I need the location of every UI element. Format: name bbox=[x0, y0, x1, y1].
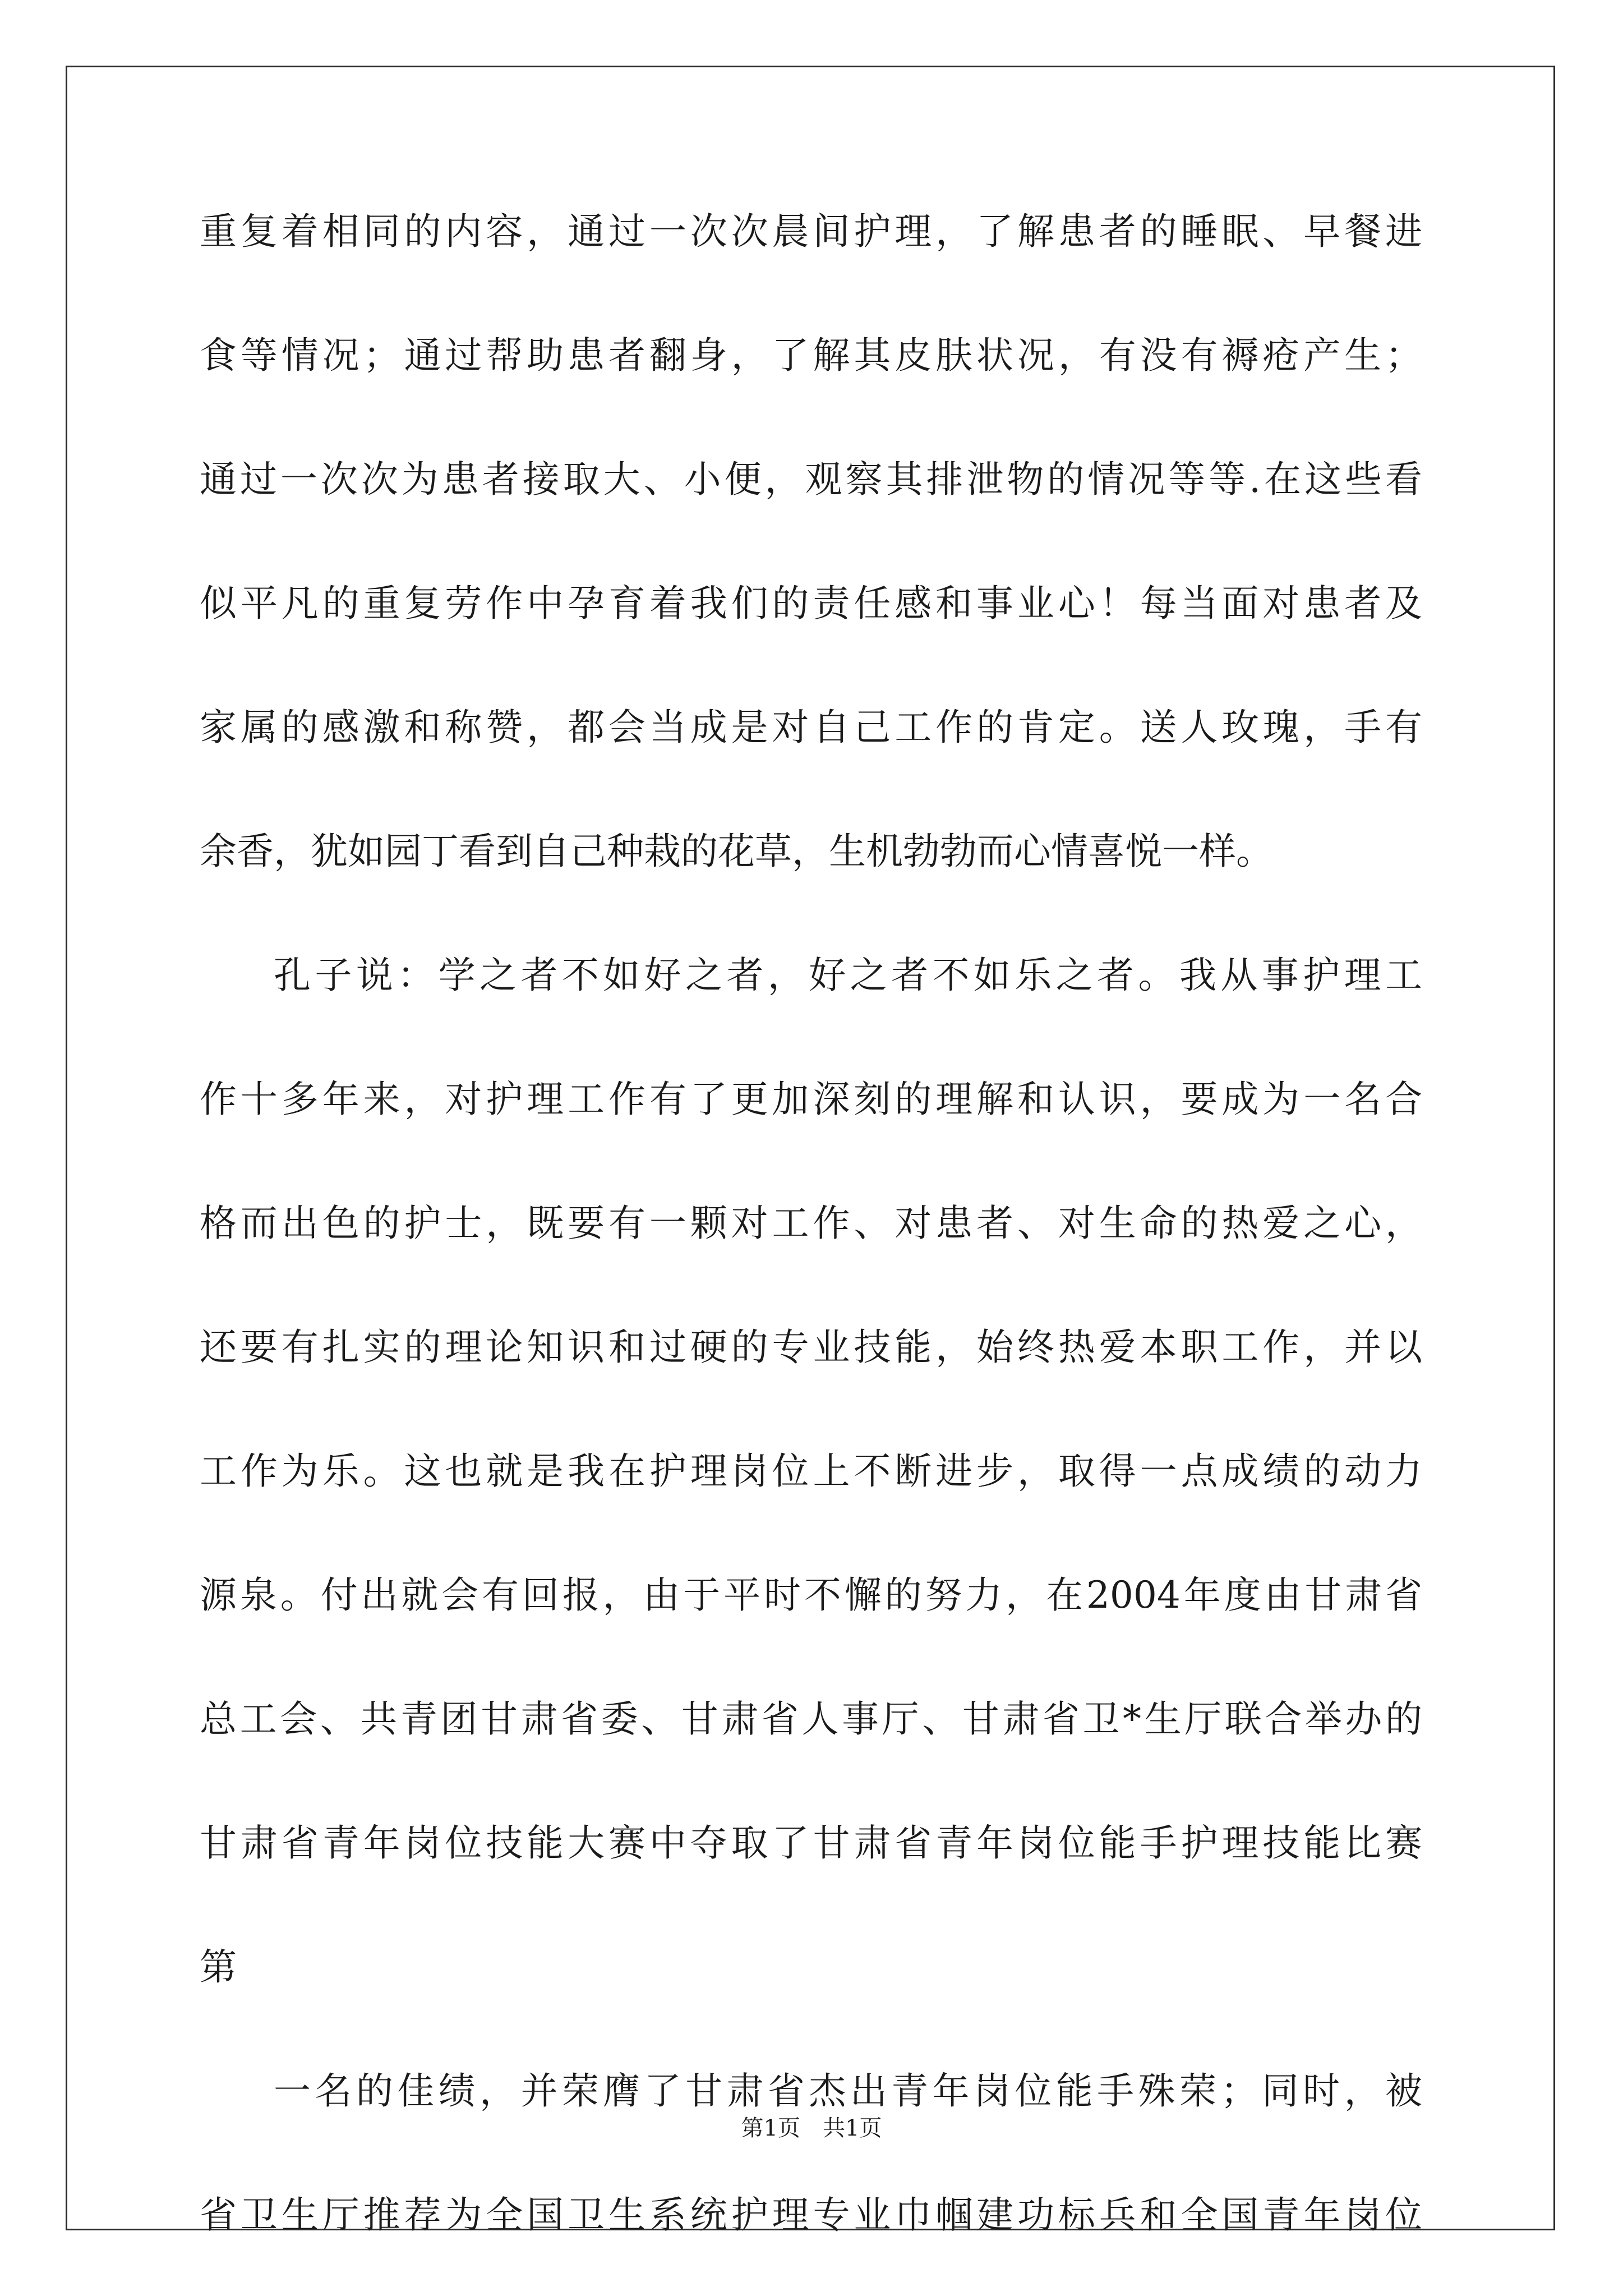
text-line: 作十多年来，对护理工作有了更加深刻的理解和认识，要成为一名合 bbox=[200, 1078, 1422, 1121]
page-border bbox=[66, 66, 1555, 2230]
text-line: 食等情况；通过帮助患者翻身，了解其皮肤状况，有没有褥疮产生； bbox=[200, 334, 1422, 377]
text-line: 源泉。付出就会有回报，由于平时不懈的努力，在2004年度由甘肃省 bbox=[200, 1573, 1422, 1617]
paragraph-first-line: 一名的佳绩，并荣膺了甘肃省杰出青年岗位能手殊荣；同时，被 bbox=[274, 2069, 1422, 2113]
text-line: 第 bbox=[200, 1945, 237, 1989]
page-footer: 第1页 共1页 bbox=[741, 2115, 882, 2141]
text-line: 似平凡的重复劳作中孕育着我们的责任感和事业心！每当面对患者及 bbox=[200, 582, 1422, 625]
text-line: 余香，犹如园丁看到自己种栽的花草，生机勃勃而心情喜悦一样。 bbox=[200, 830, 1273, 873]
text-line: 家属的感激和称赞，都会当成是对自己工作的肯定。送人玫瑰，手有 bbox=[200, 706, 1422, 749]
text-line: 还要有扎实的理论知识和过硬的专业技能，始终热爱本职工作，并以 bbox=[200, 1326, 1422, 1369]
text-line: 省卫生厅推荐为全国卫生系统护理专业巾帼建功标兵和全国青年岗位 bbox=[200, 2193, 1422, 2237]
text-line: 通过一次次为患者接取大、小便，观察其排泄物的情况等等.在这些看 bbox=[200, 458, 1422, 501]
paragraph-first-line: 孔子说：学之者不如好之者，好之者不如乐之者。我从事护理工 bbox=[274, 954, 1422, 997]
text-line: 重复着相同的内容，通过一次次晨间护理，了解患者的睡眠、早餐进 bbox=[200, 210, 1422, 253]
text-line: 工作为乐。这也就是我在护理岗位上不断进步，取得一点成绩的动力 bbox=[200, 1450, 1422, 1493]
text-line: 总工会、共青团甘肃省委、甘肃省人事厅、甘肃省卫*生厅联合举办的 bbox=[200, 1697, 1422, 1741]
text-line: 甘肃省青年岗位技能大赛中夺取了甘肃省青年岗位能手护理技能比赛 bbox=[200, 1821, 1422, 1865]
text-line: 格而出色的护士，既要有一颗对工作、对患者、对生命的热爱之心， bbox=[200, 1202, 1422, 1245]
